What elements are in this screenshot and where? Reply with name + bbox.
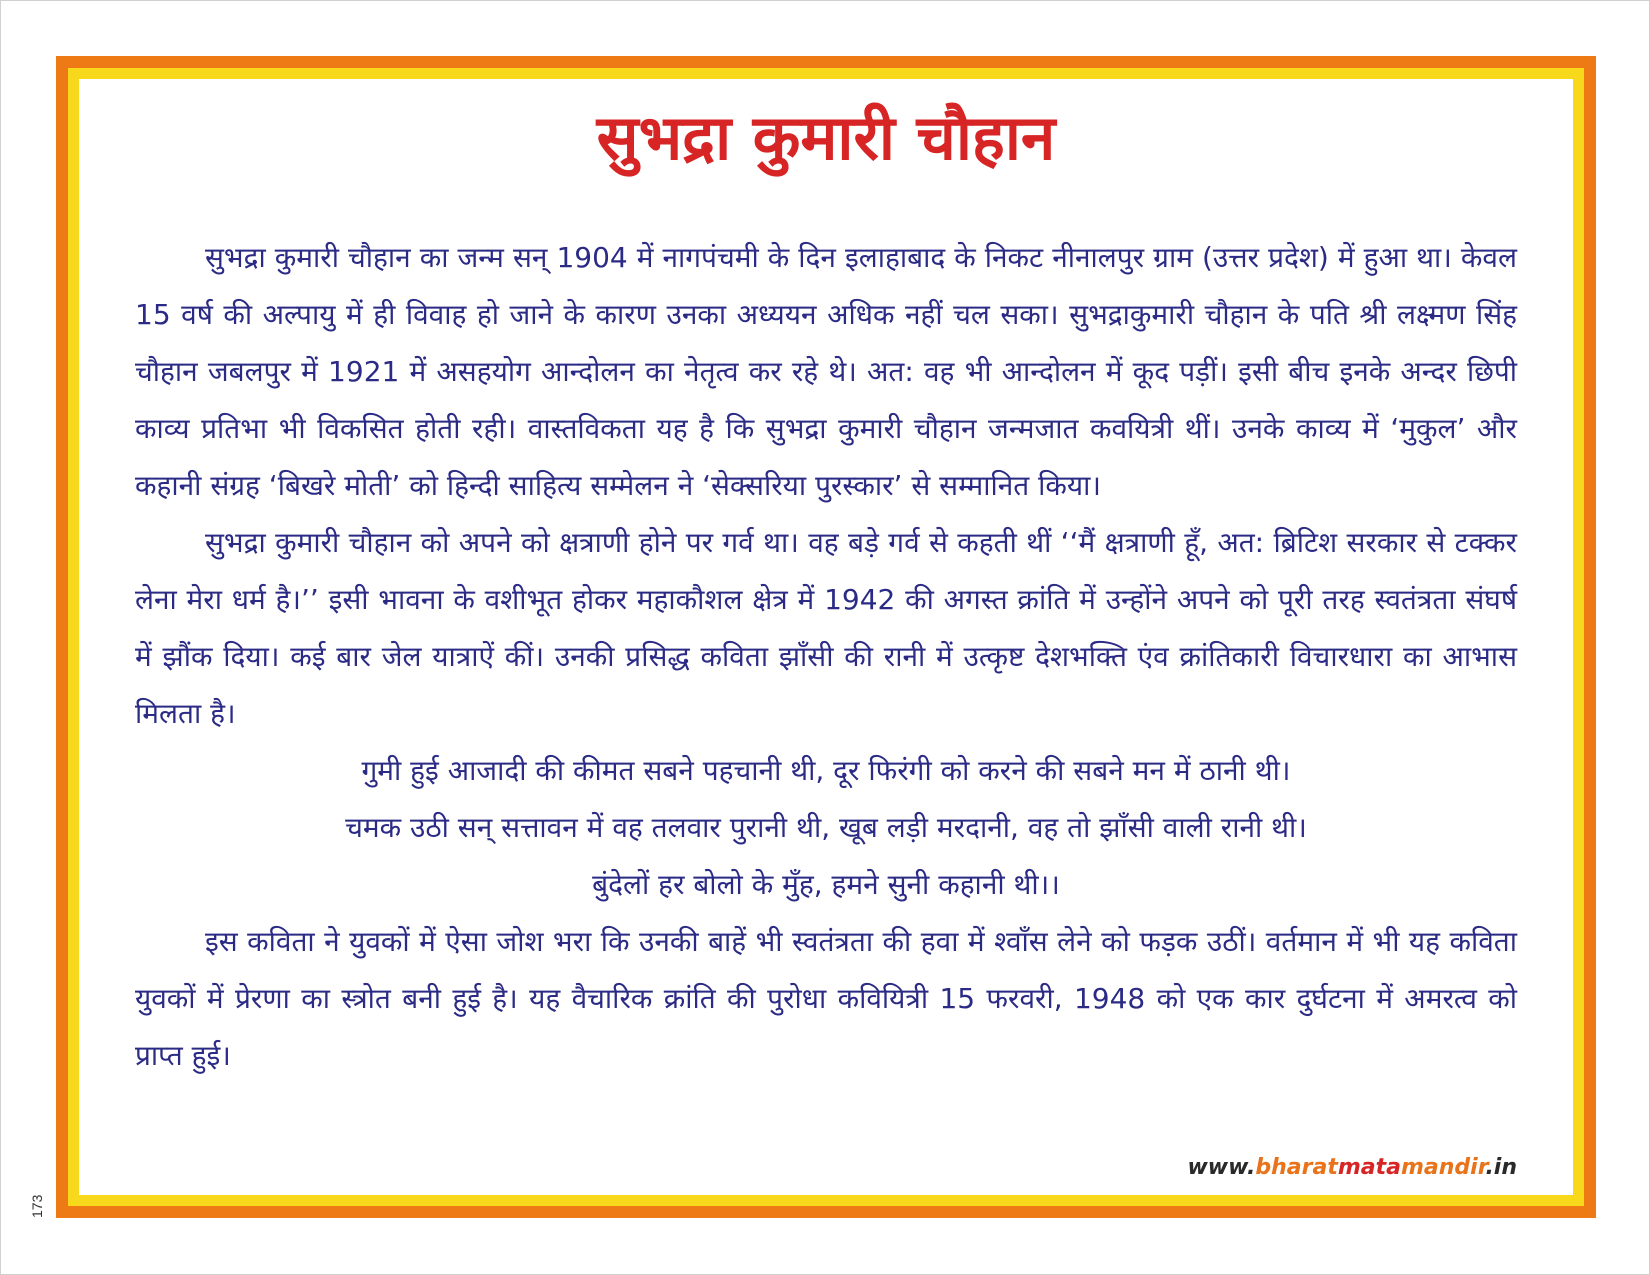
website-prefix: www.	[1187, 1155, 1256, 1180]
verse-line-2: चमक उठी सन् सत्तावन में वह तलवार पुरानी थी, खूब लड़ी मरदानी, वह तो झाँसी वाली रानी थी।	[345, 811, 1307, 844]
article-body	[135, 229, 1517, 1084]
verse-line-1: गुमी हुई आजादी की कीमत सबने पहचानी थी, दूर फिरंगी को करने की सबने मन में ठानी थी।	[361, 754, 1291, 787]
content-panel	[79, 79, 1573, 1195]
website-part-mata: mata	[1337, 1155, 1401, 1180]
verse-line-3: बुंदेलों हर बोलो के मुँह, हमने सुनी कहानी थी।।	[592, 868, 1060, 901]
paragraph-2: सुभद्रा कुमारी चौहान को अपने को क्षत्राणी होने पर गर्व था। वह बड़े गर्व से कहती थीं ‘‘मैं क्षत्राणी हूँ, अत: ब्रिटिश सरकार से टक्कर लेना मेरा धर्म है।’’ इसी भावना के वशीभूत होकर महाकौशल क्षेत्र में 1942 की अगस्त क्रांति में उन्होंने अपने को पूरी तरह स्वतंत्रता संघर्ष में झौंक दिया। कई बार जेल यात्राऐं कीं। उनकी प्रसिद्ध कविता झाँसी की रानी में उत्कृष्ट देशभक्ति एंव क्रांतिकारी विचारधारा का आभास मिलता है।	[135, 526, 1517, 730]
paragraph-1: सुभद्रा कुमारी चौहान का जन्म सन् 1904 में नागपंचमी के दिन इलाहाबाद के निकट नीनालपुर ग्राम (उत्तर प्रदेश) में हुआ था। केवल 15 वर्ष की अल्पायु में ही विवाह हो जाने के कारण उनका अध्ययन अधिक नहीं चल सका। सुभद्राकुमारी चौहान के पति श्री लक्ष्मण सिंह चौहान जबलपुर में 1921 में असहयोग आन्दोलन का नेतृत्व कर रहे थे। अत: वह भी आन्दोलन में कूद पड़ीं। इसी बीच इनके अन्दर छिपी काव्य प्रतिभा भी विकसित होती रही। वास्तविकता यह है कि सुभद्रा कुमारी चौहान जन्मजात कवयित्री थीं। उनके काव्य में ‘मुकुल’ और कहानी संग्रह ‘बिखरे मोती’ को हिन्दी साहित्य सम्मेलन ने ‘सेक्सरिया पुरस्कार’ से सम्मानित किया।	[135, 241, 1517, 502]
outer-border-frame	[56, 56, 1596, 1218]
website-part-bharat: bharat	[1255, 1155, 1338, 1180]
website-link[interactable]	[1187, 1153, 1517, 1183]
page-number: 173	[29, 1194, 45, 1218]
paragraph-3: इस कविता ने युवकों में ऐसा जोश भरा कि उनकी बाहें भी स्वतंत्रता की हवा में श्वाँस लेने को फड़क उठीं। वर्तमान में भी यह कविता युवकों में प्रेरणा का स्त्रोत बनी हुई है। यह वैचारिक क्रांति की पुरोधा कवियित्री 15 फरवरी, 1948 को एक कार दुर्घटना में अमरत्व को प्राप्त हुई।	[135, 925, 1517, 1072]
page-title: सुभद्रा कुमारी चौहान	[596, 101, 1056, 174]
inner-border-frame	[68, 68, 1584, 1206]
website-suffix: .in	[1485, 1155, 1517, 1180]
website-part-mandir: mandir	[1401, 1155, 1486, 1180]
